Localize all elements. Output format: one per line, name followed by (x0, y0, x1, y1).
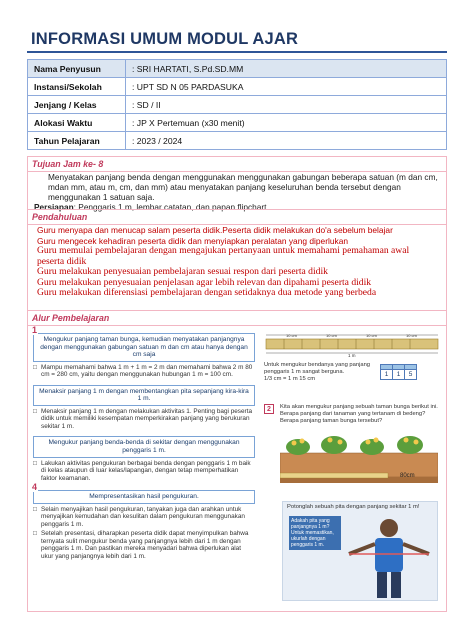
info-row (28, 60, 447, 78)
ruler-label: 10 cm (326, 333, 337, 338)
step-bullet: □ Menaksir panjang 1 m dengan melakukan aktivitas 1. Penting bagi peserta didik untuk memiliki kesempatan memperkirakan panjang yang berukuran sekitar 1 m. (33, 408, 255, 431)
table-cell: 1 (393, 370, 405, 380)
ruler-note (264, 362, 376, 383)
step-bullet: □ Mampu memahami bahwa 1 m + 1 m = 2 m dan memahami bahwa 2 m 80 cm = 280 cm, yaitu dengan menggunakan hubungan 1 m = 100 cm. (33, 364, 255, 379)
ruler-illustration (264, 331, 440, 357)
info-label: Jenjang / Kelas (28, 96, 126, 114)
step-number: 4 (32, 482, 38, 493)
alur-steps (32, 325, 255, 560)
garden-label: 80cm (400, 473, 415, 479)
pendahuluan-heading: Pendahuluan (28, 210, 446, 225)
info-value: : SRI HARTATI, S.Pd.SD.MM (126, 60, 447, 78)
pendahuluan-item: Guru melakukan diferensiasi pembelajaran dengan setidaknya dua metode yang berbeda (37, 287, 377, 298)
step-box (33, 436, 255, 457)
student-figure (343, 514, 435, 600)
ruler-note-line: Untuk mengukur bendanya yang panjang (264, 362, 371, 368)
question-line: Berapa panjang dari tanaman yang tertanam di bedeng? (280, 411, 426, 417)
info-label: Instansi/Sekolah (28, 78, 126, 96)
info-row (28, 78, 447, 96)
pendahuluan-item: Guru mengecek kehadiran peserta didik dan menyiapkan peralatan yang diperlukan (37, 235, 349, 246)
ruler-label: 10 cm (406, 333, 417, 338)
step-text: Mempresentasikan hasil pengukuran. (89, 493, 199, 501)
step-text: Mengukur panjang taman bunga, kemudian menyatakan panjangnya dengan menggunakan gabungan satuan m dan cm atau hanya dengan cm saja (40, 336, 248, 359)
info-value: : 2023 / 2024 (126, 132, 447, 150)
step-bullet: □ Selain menyajikan hasil pengukuran, tanyakan juga dan arahkan untuk menyajikan kemudahan dan kesulitan dalam pengukuran menggunakan penggaris 1 m. (33, 506, 255, 529)
info-label: Alokasi Waktu (28, 114, 126, 132)
ruler-caption: 1 m (348, 353, 356, 357)
flower-garden-illustration (280, 429, 438, 487)
pendahuluan-item: peserta didik (37, 255, 87, 267)
table-cell: 5 (405, 370, 417, 380)
pendahuluan-item: Guru melakukan penyesuaian penjelasan agar lebih relevan dan dipahami peserta didik (37, 276, 372, 288)
ruler-note-line: 1/3 cm = 1 m 15 cm (264, 376, 316, 382)
persiapan-text: : Penggaris 1 m, lembar catatan, dan papan flipchart. (73, 202, 269, 212)
step-box (32, 482, 255, 504)
title-rule (27, 51, 447, 53)
table-cell: 1 (381, 370, 393, 380)
page-title: INFORMASI UMUM MODUL AJAR (31, 30, 299, 48)
photo-illustration (282, 501, 438, 601)
place-value-table (380, 364, 417, 380)
photo-note: Adakah pita yang panjangnya 1 m? Untuk memastikan, ukurlah dengan penggaris 1 m. (289, 516, 341, 550)
tujuan-text: Menyatakan panjang benda dengan menggunakan menggunakan gabungan beberapa satuan (m dan cm, mdan mm, atau m, cm, dan mm) atau menyatakan panjang keseluruhan benda tersebut dengan menggunakan 1 satuan saja. (48, 172, 438, 202)
info-row (28, 96, 447, 114)
step-box (32, 325, 255, 362)
alur-heading: Alur Pembelajaran (28, 311, 446, 326)
step-box (33, 385, 255, 406)
ruler-label: 10 cm (286, 333, 297, 338)
question-line: Berapa panjang taman bunga tersebut? (280, 418, 383, 424)
ruler-note-line: penggaris 1 m sangat berguna. (264, 369, 345, 375)
ruler-label: 10 cm (366, 333, 377, 338)
info-label: Nama Penyusun (28, 60, 126, 78)
alur-section (27, 310, 447, 612)
persiapan-label: Persiapan (34, 202, 74, 212)
question-number: 2 (264, 404, 274, 414)
question-text (280, 404, 440, 425)
step-bullet: □ Lakukan aktivitas pengukuran berbagai benda dengan penggaris 1 m baik di kelas ataupun di luar kelas/lapangan, dengan tetap memperhatikan faktor keamanan. (33, 460, 255, 483)
tujuan-section (27, 156, 447, 210)
step-text: Mengukur panjang benda-benda di sekitar dengan menggunakan penggaris 1 m. (48, 439, 240, 455)
info-label: Tahun Pelajaran (28, 132, 126, 150)
step-bullet: □ Setelah presentasi, diharapkan peserta didik dapat menyimpulkan bahwa ternyata sulit mengukur benda yang panjangnya lebih dari 1 m dengan penggaris 1 m. Dan pastikan mereka menyadari bahwa diperlukan alat ukur yang panjangnya lebih dari 1 m. (33, 530, 255, 560)
info-row (28, 114, 447, 132)
pendahuluan-section (27, 209, 447, 311)
pendahuluan-item: Guru memulai pembelajaran dengan mengajukan pertanyaan untuk memahami pemahaman awal (37, 245, 410, 256)
textbook-illustration (260, 331, 443, 611)
info-value: : UPT SD N 05 PARDASUKA (126, 78, 447, 96)
info-value: : SD / II (126, 96, 447, 114)
info-value: : JP X Pertemuan (x30 menit) (126, 114, 447, 132)
step-text: Menaksir panjang 1 m dengan membentangkan pita sepanjang kira-kira 1 m. (39, 387, 249, 403)
info-table (27, 59, 447, 150)
step-number: 1 (32, 325, 38, 335)
question-line: Kita akan mengukur panjang sebuah taman bunga berikut ini. (280, 404, 438, 410)
info-row (28, 132, 447, 150)
photo-caption: Potonglah sebuah pita dengan panjang sekitar 1 m! (287, 504, 420, 510)
pendahuluan-item: Guru menyapa dan menucap salam peserta didik.Peserta didik melakukan do'a sebelum belajar (37, 225, 393, 235)
pendahuluan-item: Guru melakukan penyesuaian pembelajaran sesuai respon dari peserta didik (37, 266, 328, 277)
tujuan-heading: Tujuan Jam ke- 8 (28, 157, 446, 172)
